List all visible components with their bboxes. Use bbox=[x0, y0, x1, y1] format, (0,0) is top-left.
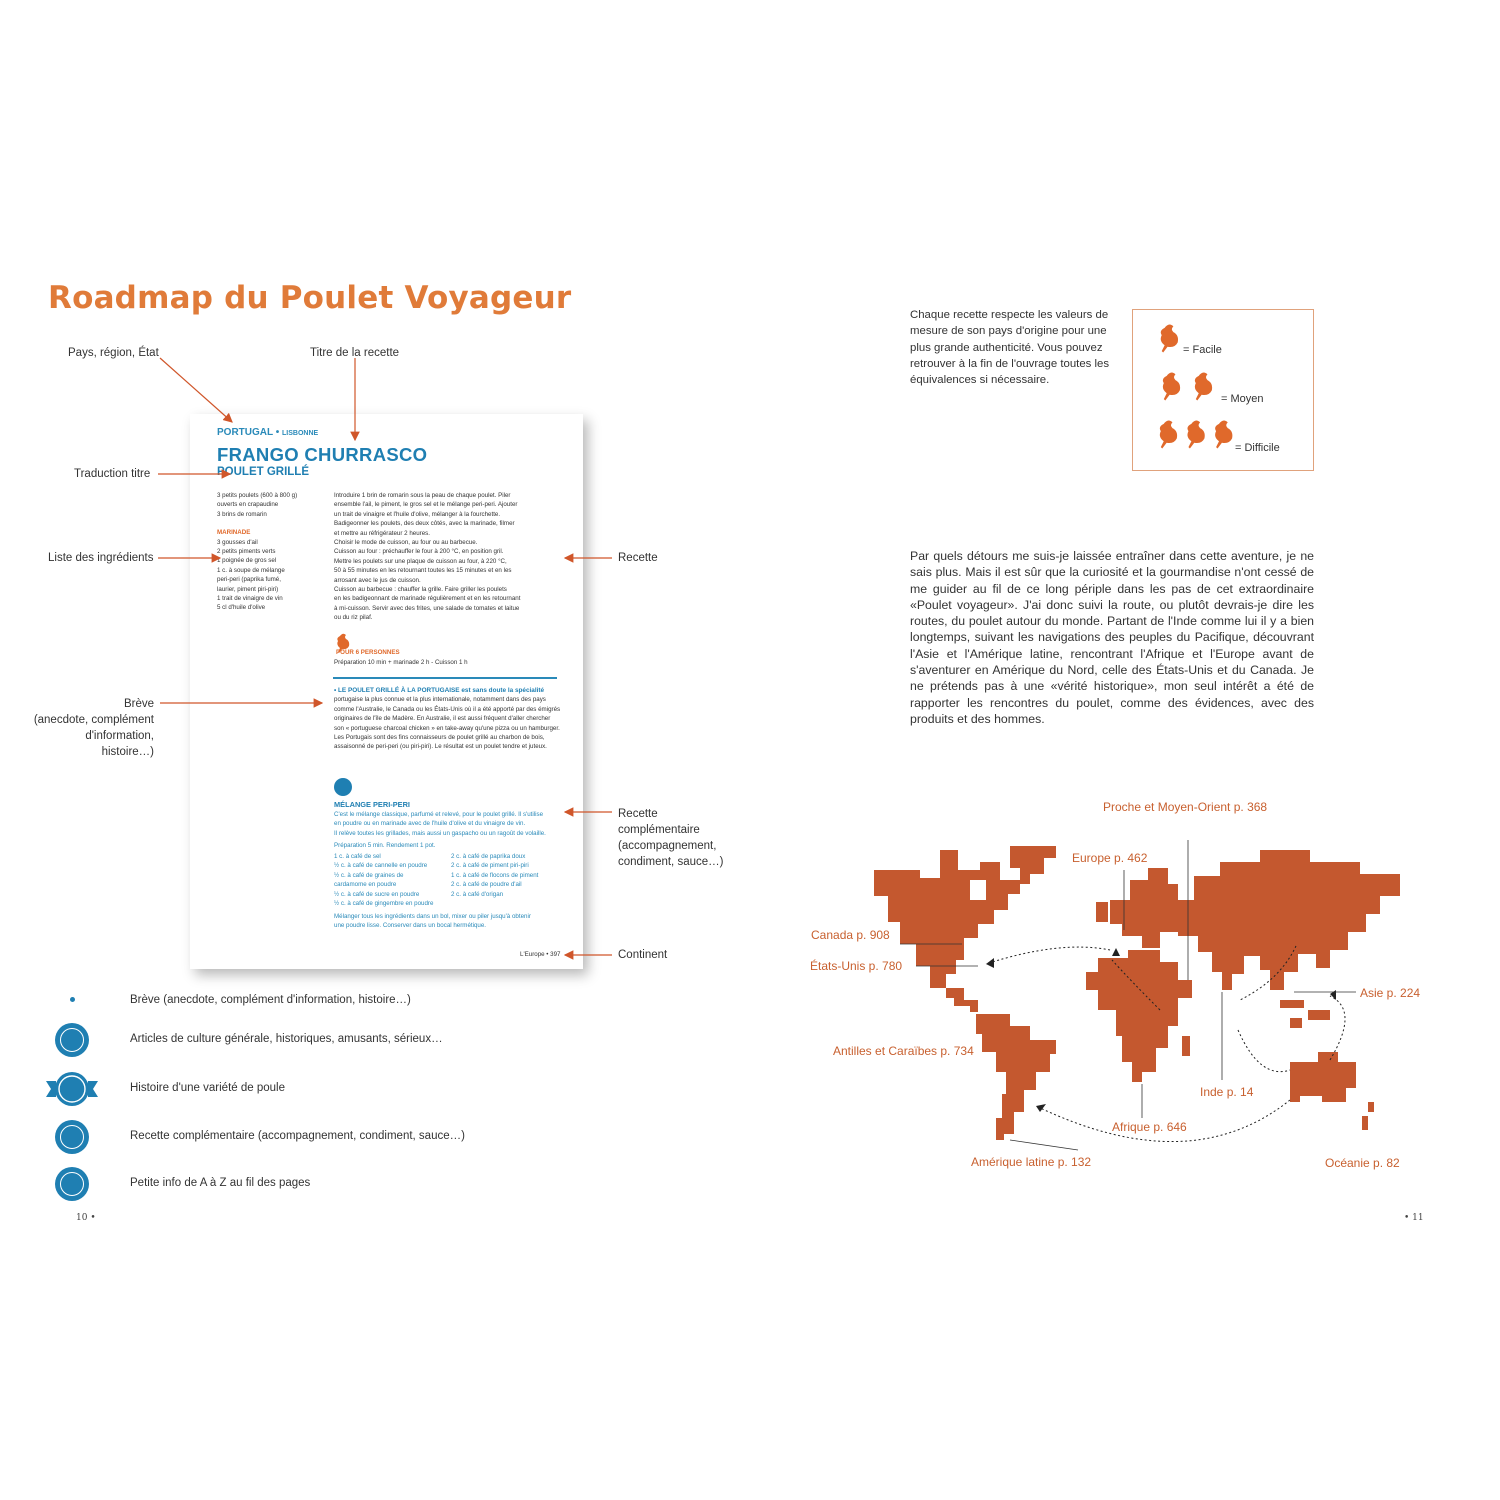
map-label-etats-unis: États-Unis p. 780 bbox=[810, 959, 903, 973]
page-number-right: • 11 bbox=[1404, 1213, 1424, 1223]
card-footer: L'Europe • 397 bbox=[520, 951, 561, 958]
breve-bullet-icon bbox=[70, 997, 75, 1002]
annotation-continent: Continent bbox=[618, 949, 668, 961]
legend-item-culture: Articles de culture générale, historiques, amusants, sérieux… bbox=[130, 1033, 443, 1045]
annotation-title-translation: Traduction titre bbox=[74, 468, 151, 480]
card-complementary-col1: 1 c. à café de sel ½ c. à café de cannelle en poudre ½ c. à café de graines de cardamome en poudre ½ c. à café de sucre en poudre ½ c. à café de gingembre en poudre bbox=[334, 853, 434, 908]
map-label-antilles: Antilles et Caraïbes p. 734 bbox=[833, 1044, 974, 1058]
annotation-recipe: Recette bbox=[618, 552, 658, 564]
card-servings: POUR 6 PERSONNES bbox=[336, 649, 400, 656]
annotation-recipe-title: Titre de la recette bbox=[310, 347, 400, 359]
annotation-ingredients: Liste des ingrédients bbox=[48, 552, 154, 564]
map-label-europe: Europe p. 462 bbox=[1072, 851, 1148, 865]
map-label-oceanie: Océanie p. 82 bbox=[1325, 1156, 1400, 1170]
card-ingredients: 3 petits poulets (600 à 800 g) ouverts en crapaudine 3 brins de romarin MARINADE 3 gousses d'ail 2 petits piments verts 1 poignée de gros sel 1 c. à soupe de mélange peri-peri (paprika fumé, laurier, piment piri-piri) 1 trait de vinaigre de vin 5 cl d'huile d'olive bbox=[217, 492, 298, 612]
difficulty-hard: = Difficile bbox=[1235, 442, 1280, 454]
page-number-left: 10 • bbox=[76, 1213, 96, 1223]
card-complementary-title: MÉLANGE PERI-PERI bbox=[334, 800, 410, 809]
legend-item-complementary: Recette complémentaire (accompagnement, condiment, sauce…) bbox=[130, 1130, 465, 1142]
map-label-asie: Asie p. 224 bbox=[1360, 986, 1421, 1000]
card-method: Introduire 1 brin de romarin sous la peau de chaque poulet. Piler ensemble l'ail, le piment, le gros sel et le mélange peri-peri. Ajouter un trait de vinaigre et l'huile d'olive, mélanger à la fourchette. Badigeonner les poulets, des deux côtés, avec la marinade, filmer et mettre au réfrigérateur 2 heures. Choisir le mode de cuisson, au four ou au barbecue. Cuisson au four : préchauffer le four à 200 °C, en position gril. Mettre les poulets sur une plaque de cuisson au four, à 220 °C, 50 à 55 minutes en les retournant toutes les 15 minutes et en les arrosant avec le jus de cuisson. Cuisson au barbecue : chauffer la grille. Faire griller les poulets en les badigeonnant de marinade régulièrement et en les retournant à mi-cuisson. Servir avec des frites, une salade de tomates et laitue ou du riz pilaf. bbox=[334, 492, 521, 622]
world-map bbox=[860, 840, 1420, 1160]
card-title: FRANGO CHURRASCO bbox=[217, 444, 428, 465]
page-title: Roadmap du Poulet Voyageur bbox=[48, 280, 572, 316]
map-label-proche-orient: Proche et Moyen-Orient p. 368 bbox=[1103, 800, 1268, 814]
annotation-complementary: Recette complémentaire (accompagnement, condiment, sauce…) bbox=[618, 808, 724, 868]
annotation-country: Pays, région, État bbox=[68, 347, 159, 359]
card-subtitle: POULET GRILLÉ bbox=[217, 466, 309, 478]
card-timing: Préparation 10 min + marinade 2 h - Cuisson 1 h bbox=[334, 659, 468, 666]
difficulty-legend bbox=[1132, 309, 1314, 471]
hen-icon-trio bbox=[1155, 418, 1235, 450]
legend-item-info: Petite info de A à Z au fil des pages bbox=[130, 1177, 311, 1189]
intro-paragraph: Par quels détours me suis-je laissée entraîner dans cette aventure, je ne sais plus. Mais il est sûr que la curiosité et la gourmandise n'ont cessé de me guider au fil de ce long périple dans les pas de cet extraordinaire «Poulet voyageur». J'ai donc suivi la route, ou plutôt devrais-je dire les routes, du poulet autour du monde. Partant de l'Inde comme lui il y a bien longtemps, suivant les navigations des peuples du Pacifique, découvrant l'Asie et l'Amérique latine, rencontrant l'Afrique et l'Europe avant de s'aventurer en Amérique du Nord, celle des États-Unis et du Canada. Je ne prétends pas à une «vérité historique», mon seul intérêt a été de rapporter les rencontres du poulet, comme des évidences, avec des produits et des hommes. bbox=[910, 549, 1314, 726]
map-label-inde: Inde p. 14 bbox=[1200, 1085, 1254, 1099]
chef-globe-icon bbox=[55, 1023, 89, 1057]
difficulty-medium: = Moyen bbox=[1221, 393, 1264, 405]
hen-icon bbox=[1155, 322, 1183, 354]
card-complementary-end: Mélanger tous les ingrédients dans un bol, mixer ou piler jusqu'à obtenir une poudre lisse. Conserver dans un bocal hermétique. bbox=[334, 913, 531, 930]
legend-item-breve: Brève (anecdote, complément d'information, histoire…) bbox=[130, 994, 411, 1006]
card-complementary-text: C'est le mélange classique, parfumé et relevé, pour le poulet grillé. Il s'utilise en poudre ou en marinade avec de l'huile d'olive et du vinaigre de vin. Il relève toutes les grillades, mais aussi un gaspacho ou un ragoût de volaille. Préparation 5 min. Rendement 1 pot. bbox=[334, 811, 546, 850]
annotation-breve: Brève (anecdote, complément d'information, histoire…) bbox=[33, 698, 154, 758]
hen-ribbon-icon bbox=[46, 1071, 98, 1107]
annotation-arrows bbox=[0, 0, 760, 1000]
hen-info-icon bbox=[55, 1167, 89, 1201]
measurement-note: Chaque recette respecte les valeurs de mesure de son pays d'origine pour une plus grande authenticité. Vous pouvez retrouver à la fin de l'ouvrage toutes les équivalences si nécessaire. bbox=[910, 309, 1110, 387]
map-label-canada: Canada p. 908 bbox=[811, 928, 890, 942]
difficulty-easy: = Facile bbox=[1183, 344, 1222, 356]
card-breve: • LE POULET GRILLÉ À LA PORTUGAISE est sans doute la spécialité portugaise la plus connue et la plus internationale, notamment dans des pays comme l'Australie, le Canada ou les États-Unis où il a été apporté par des émigrés originaires de l'île de Madère. En Australie, il est aussi fréquent d'aller chercher son « portuguese charcoal chicken » en take-away qu'une pizza ou un hamburger. Les Portugais sont des fins connaisseurs de poulet grillé au charbon de bois, assaisonné de peri-peri (ou piri-piri). Le résultat est un poulet tendre et juteux. bbox=[334, 687, 561, 751]
legend-item-breed: Histoire d'une variété de poule bbox=[130, 1082, 285, 1094]
hen-icon-pair bbox=[1155, 370, 1225, 402]
card-country: PORTUGAL • LISBONNE bbox=[217, 427, 319, 438]
chef-hat-icon bbox=[55, 1120, 89, 1154]
card-complementary-col2: 2 c. à café de paprika doux 2 c. à café de piment piri-piri 1 c. à café de flocons de piment 2 c. à café de poudre d'ail 2 c. à café d'origan bbox=[451, 853, 539, 898]
map-label-afrique: Afrique p. 646 bbox=[1112, 1120, 1187, 1134]
map-label-amerique-latine: Amérique latine p. 132 bbox=[971, 1155, 1092, 1169]
